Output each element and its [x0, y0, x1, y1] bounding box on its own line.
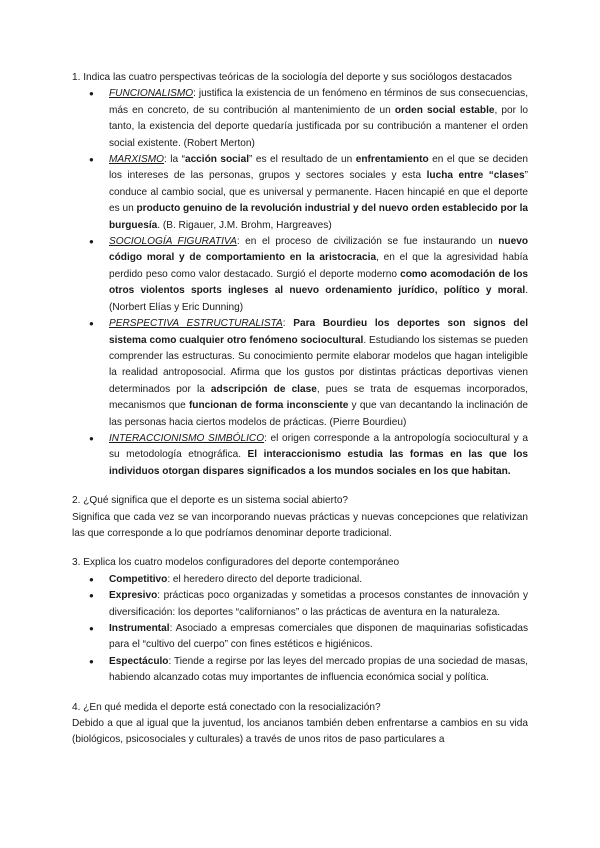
question-2-answer: Significa que cada vez se van incorporando nuevas prácticas y nuevas concepciones que relativizan las que corresponde a lo que podríamos denominar deporte tradicional.: [72, 511, 528, 539]
question-3-title: 3. Explica los cuatro modelos configuradores del deporte contemporáneo: [72, 557, 400, 569]
list-item-term: PERSPECTIVA ESTRUCTURALISTA: [109, 318, 283, 330]
list-item: ● MARXISMO: la “acción social” es el resultado de un enfrentamiento en el que se deciden los intereses de las personas, grupos y sectores sociales y esta lucha entre “clases” conduce al cambio social, que es universal y permanente. Hacen hincapié en que el deporte es un producto genuino de la revolución industrial y del nuevo orden establecido por la burguesía. (B. Rigauer, J.M. Brohm, Hargreaves): [72, 152, 528, 234]
list-item-term: MARXISMO: [109, 154, 164, 166]
question-2-title: 2. ¿Qué significa que el deporte es un sistema social abierto?: [72, 495, 349, 507]
question-4-answer: Debido a que al igual que la juventud, los ancianos también deben enfrentarse a cambios en su vida (biológicos, psicosociales y culturales) a través de unos ritos de paso particulares a: [72, 718, 528, 746]
list-item: ● Espectáculo: Tiende a regirse por las leyes del mercado propias de una sociedad de masas, habiendo alcanzado cotas muy importantes de influencia económica social y política.: [72, 654, 528, 687]
list-item: ● PERSPECTIVA ESTRUCTURALISTA: Para Bourdieu los deportes son signos del sistema como cualquier otro fenómeno sociocultural. Estudiando los sistemas se pueden comprender las estructuras. Su conocimiento permite elaborar modelos que hagan inteligible la realidad antroposocial. Afirma que los gustos por distintas prácticas deportivas vienen determinados por la adscripción de clase, pues se trata de esquemas incorporados, mecanismos que funcionan de forma inconsciente y que van decantando la inclinación de las personas hacia ciertos modelos de prácticas. (Pierre Bourdieu): [72, 316, 528, 431]
models-list: [72, 572, 528, 687]
list-item: ● FUNCIONALISMO: justifica la existencia de un fenómeno en términos de sus consecuencias, más en concreto, de su contribución al mantenimiento de un orden social estable, por lo tanto, la existencia del deporte quedaría justificada por su contribución a mantener el orden social existente. (Robert Merton): [72, 86, 528, 152]
list-item-term: FUNCIONALISMO: [109, 88, 194, 100]
question-1-title: 1. Indica las cuatro perspectivas teóricas de la sociología del deporte y sus sociólogos destacados: [72, 72, 512, 83]
list-item-term: Expresivo: [109, 590, 158, 602]
document-page: [72, 70, 528, 749]
question-4-title: 4. ¿En qué medida el deporte está conectado con la resocialización?: [72, 701, 381, 713]
list-item: ● INTERACCIONISMO SIMBÓLICO: el origen corresponde a la antropología sociocultural y a su metodología etnográfica. El interaccionismo estudia las formas en las que los individuos otorgan dispares significados a los mundos sociales en los que habitan.: [72, 431, 528, 480]
list-item-term: Instrumental: [109, 623, 170, 634]
list-item-term: Espectáculo: [109, 655, 169, 667]
list-item: ● Competitivo: el heredero directo del deporte tradicional.: [72, 572, 528, 588]
list-item-term: SOCIOLOGÍA FIGURATIVA: [109, 236, 237, 248]
list-item: ● SOCIOLOGÍA FIGURATIVA: en el proceso de civilización se fue instaurando un nuevo código moral y de comportamiento en la aristocracia, en el que la agresividad había perdido peso como valor destacado. Surgió el deporte moderno como acomodación de los otros violentos sports ingleses al nuevo ordenamiento jurídico, político y moral. (Norbert Elías y Eric Dunning): [72, 234, 528, 316]
list-item: ● Expresivo: prácticas poco organizadas y sometidas a procesos constantes de innovación y diversificación: los deportes “californianos” o las prácticas de aventura en la naturaleza.: [72, 588, 528, 621]
list-item-term: Competitivo: [109, 573, 168, 585]
list-item: ● Instrumental: Asociado a empresas comerciales que disponen de maquinarias sofisticadas para el “cultivo del cuerpo” con fines estéticos e higiénicos.: [72, 621, 528, 654]
perspectives-list: [72, 86, 528, 480]
list-item-term: INTERACCIONISMO SIMBÓLICO: [109, 432, 265, 444]
